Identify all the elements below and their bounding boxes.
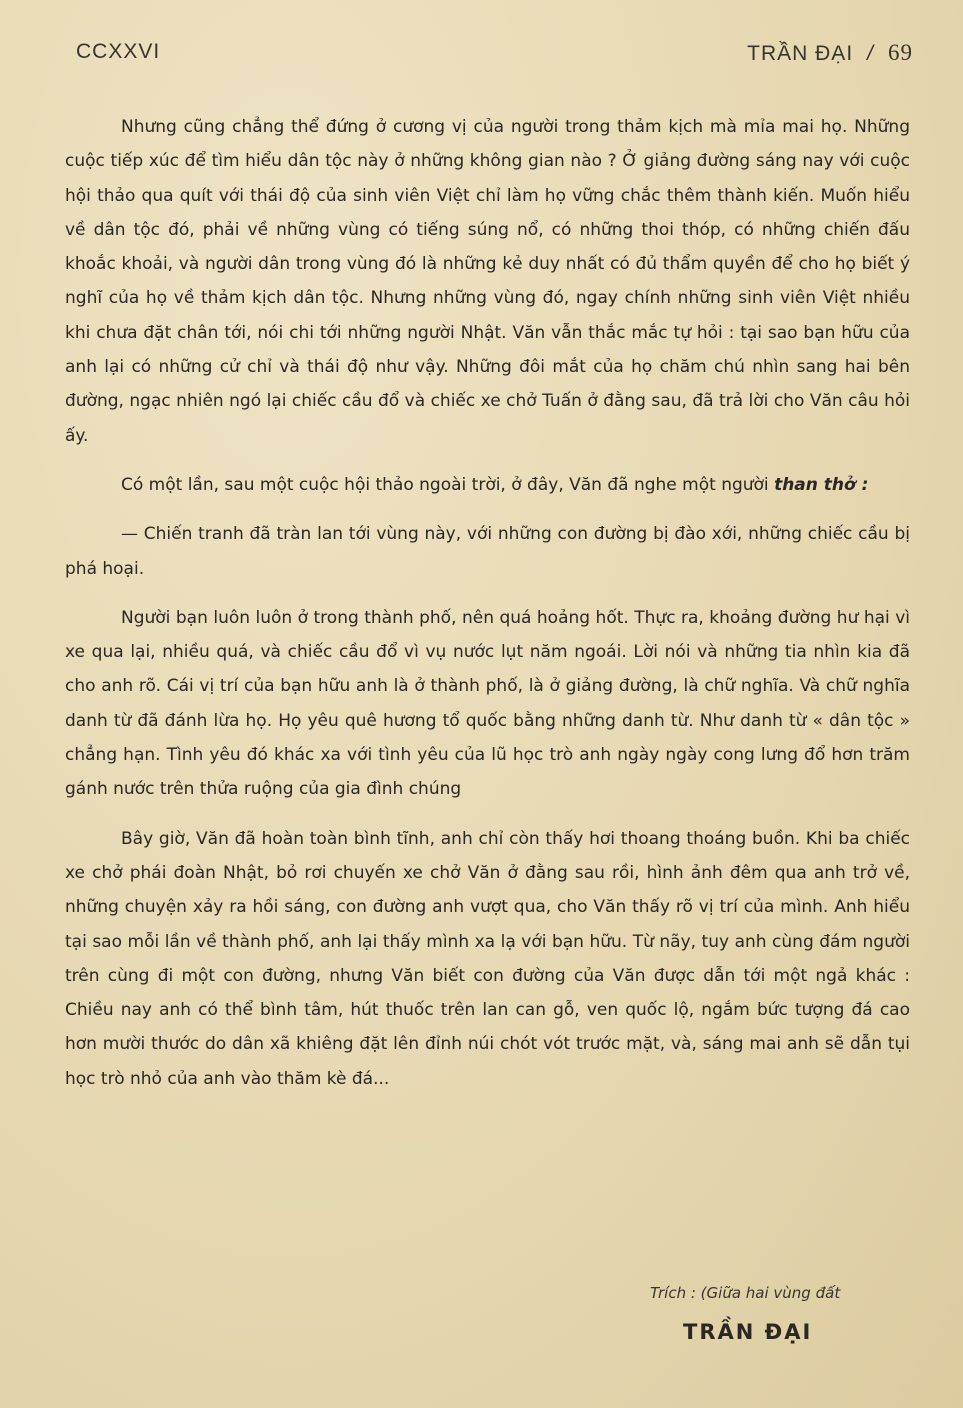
running-header (747, 40, 913, 66)
paragraph-2-text: Có một lần, sau một cuộc hội thảo ngoài trời, ở đây, Văn đã nghe một người (121, 474, 769, 495)
article-body (65, 110, 910, 1111)
author-signature: TRẦN ĐẠI (683, 1320, 813, 1344)
header-author: TRẦN ĐẠI (747, 42, 854, 65)
paragraph-4: Người bạn luôn luôn ở trong thành phố, nên quá hoảng hốt. Thực ra, khoảng đường hư hại vì xe qua lại, nhiều quá, và chiếc cầu đổ vì vụ nước lụt năm ngoái. Lời nói và những tia nhìn kia đã cho anh rõ. Cái vị trí của bạn hữu anh là ở thành phố, là ở giảng đường, là chữ nghĩa. Và chữ nghĩa danh từ đã đánh lừa họ. Họ yêu quê hương tổ quốc bằng những danh từ. Như danh từ « dân tộc » chẳng hạn. Tình yêu đó khác xa với tình yêu của lũ học trò anh ngày ngày cong lưng đổ hơn trăm gánh nước trên thửa ruộng của gia đình chúng (65, 607, 910, 800)
italic-phrase: than thở : (774, 474, 869, 495)
paragraph-3-dialogue: — Chiến tranh đã tràn lan tới vùng này, với những con đường bị đào xới, những chiếc cầu bị phá hoại. (65, 524, 910, 579)
header-separator: / (867, 42, 874, 65)
chapter-number: CCXXVI (76, 40, 161, 63)
paragraph-5: Bây giờ, Văn đã hoàn toàn bình tĩnh, anh chỉ còn thấy hơi thoang thoáng buồn. Khi ba chiếc xe chở phái đoàn Nhật, bỏ rơi chuyến xe chở Văn ở đằng sau rồi, hình ảnh đêm qua anh trở về, những chuyện xảy ra hồi sáng, con đường anh vượt qua, cho Văn thấy rõ vị trí của mình. Anh hiểu tại sao mỗi lần về thành phố, anh lại thấy mình xa lạ với bạn hữu. Từ nãy, tuy anh cùng đám người trên cùng đi một con đường, nhưng Văn biết con đường của Văn được dẫn tới một ngả khác : Chiều nay anh có thể bình tâm, hút thuốc trên lan can gỗ, ven quốc lộ, ngắm bức tượng đá cao hơn mười thước do dân xã khiêng đặt lên đỉnh núi chót vót trước mặt, và, sáng mai anh sẽ dẫn tụi học trò nhỏ của anh vào thăm kè đá... (65, 828, 910, 1089)
source-credit: Trích : (Giữa hai vùng đất (650, 1284, 841, 1302)
paragraph-2 (65, 468, 910, 502)
page-number: 69 (888, 40, 913, 65)
paragraph-1: Nhưng cũng chẳng thể đứng ở cương vị của người trong thảm kịch mà mỉa mai họ. Những cuộc tiếp xúc để tìm hiểu dân tộc này ở những không gian nào ? Ở giảng đường sáng nay với cuộc hội thảo qua quít với thái độ của sinh viên Việt chỉ làm họ vững chắc thêm thành kiến. Muốn hiểu về dân tộc đó, phải về những vùng có tiếng súng nổ, có những thoi thóp, có những chiến đấu khoắc khoải, và người dân trong vùng đó là những kẻ duy nhất có đủ thẩm quyền để cho họ biết ý nghĩ của họ về thảm kịch dân tộc. Nhưng những vùng đó, ngay chính những sinh viên Việt nhiều khi chưa đặt chân tới, nói chi tới những người Nhật. Văn vẫn thắc mắc tự hỏi : tại sao bạn hữu của anh lại có những cử chỉ và thái độ như vậy. Những đôi mắt của họ chăm chú nhìn sang hai bên đường, ngạc nhiên ngó lại chiếc cầu đổ và chiếc xe chở Tuấn ở đằng sau, đã trả lời cho Văn câu hỏi ấy. (65, 117, 910, 446)
